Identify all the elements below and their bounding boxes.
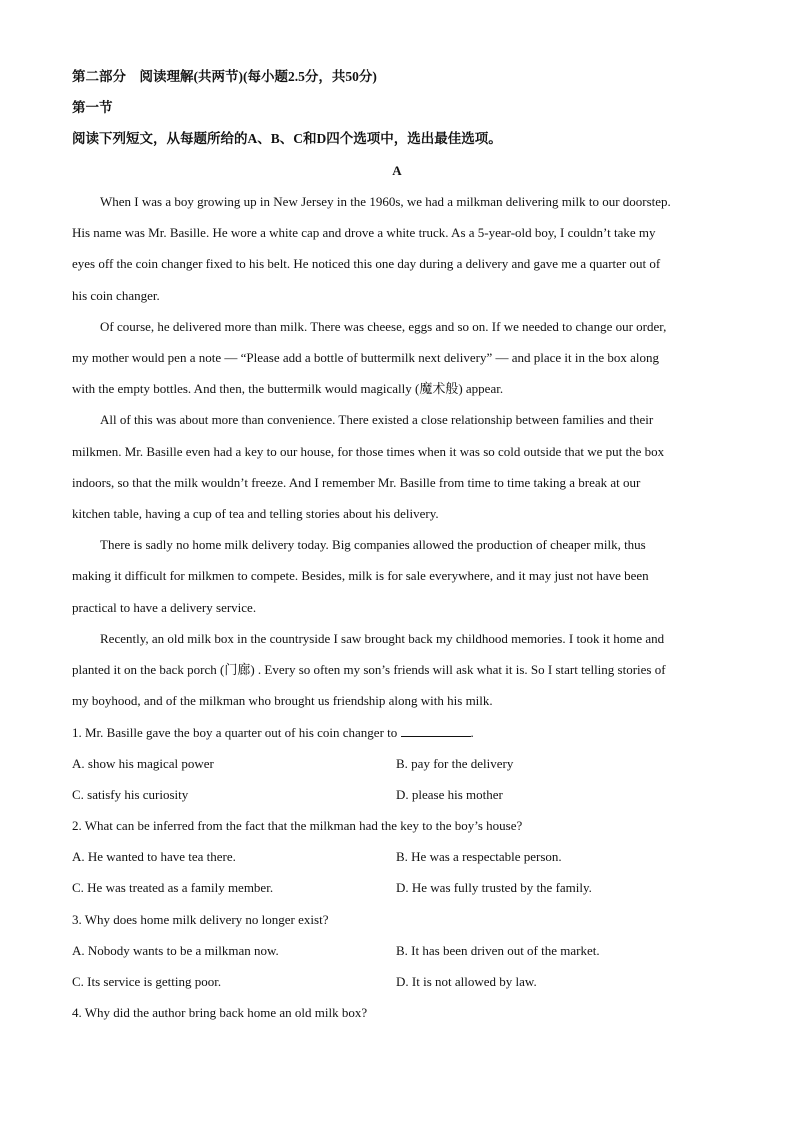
question-stem-end: . bbox=[470, 725, 474, 740]
passage-line: When I was a boy growing up in New Jersey in the 1960s, we had a milkman delivering milk to our doorstep. bbox=[100, 194, 671, 209]
passage-line: eyes off the coin changer fixed to his belt. He noticed this one day during a delivery and gave me a quarter out of bbox=[72, 256, 661, 271]
sub-title: 第一节 bbox=[72, 100, 113, 115]
option-a: A. Nobody wants to be a milkman now. bbox=[72, 943, 279, 958]
passage-line: kitchen table, having a cup of tea and telling stories about his delivery. bbox=[72, 506, 439, 521]
option-b: B. pay for the delivery bbox=[396, 756, 514, 771]
passage-line: Of course, he delivered more than milk. There was cheese, eggs and so on. If we needed to change our order, bbox=[100, 319, 667, 334]
question-stem-text: 1. Mr. Basille gave the boy a quarter out of his coin changer to bbox=[72, 725, 398, 740]
question-stem: 2. What can be inferred from the fact that the milkman had the key to the boy’s house? bbox=[72, 818, 523, 833]
passage-line: my boyhood, and of the milkman who brought us friendship along with his milk. bbox=[72, 693, 493, 708]
passage-line: Recently, an old milk box in the countryside I saw brought back my childhood memories. I took it home and bbox=[100, 631, 665, 646]
option-a: A. He wanted to have tea there. bbox=[72, 849, 236, 864]
option-a: A. show his magical power bbox=[72, 756, 214, 771]
instructions: 阅读下列短文，从每题所给的A、B、C和D四个选项中，选出最佳选项。 bbox=[72, 131, 502, 146]
passage-line: his coin changer. bbox=[72, 288, 160, 303]
passage-line: practical to have a delivery service. bbox=[72, 600, 257, 615]
passage-line: planted it on the back porch (门廊) . Every so often my son’s friends will ask what it is. So I start telling stories of bbox=[72, 662, 666, 677]
option-c: C. satisfy his curiosity bbox=[72, 787, 189, 802]
answer-blank bbox=[401, 724, 471, 737]
option-b: B. He was a respectable person. bbox=[396, 849, 562, 864]
option-c: C. He was treated as a family member. bbox=[72, 880, 274, 895]
passage-line: making it difficult for milkmen to compete. Besides, milk is for sale everywhere, and it may just not have been bbox=[72, 568, 649, 583]
question-stem: 4. Why did the author bring back home an old milk box? bbox=[72, 1005, 368, 1020]
part-title: 第二部分 阅读理解(共两节)(每小题2.5分，共50分) bbox=[72, 69, 377, 84]
option-b: B. It has been driven out of the market. bbox=[396, 943, 600, 958]
passage-line: milkmen. Mr. Basille even had a key to our house, for those times when it was so cold outside that we put the box bbox=[72, 444, 665, 459]
question-stem bbox=[72, 724, 474, 741]
passage-line: with the empty bottles. And then, the buttermilk would magically (魔术般) appear. bbox=[72, 381, 504, 396]
question-stem: 3. Why does home milk delivery no longer exist? bbox=[72, 912, 329, 927]
passage-label: A bbox=[392, 163, 402, 178]
option-d: D. It is not allowed by law. bbox=[396, 974, 537, 989]
option-c: C. Its service is getting poor. bbox=[72, 974, 222, 989]
passage-line: There is sadly no home milk delivery today. Big companies allowed the production of cheaper milk, thus bbox=[100, 537, 646, 552]
passage-line: His name was Mr. Basille. He wore a white cap and drove a white truck. As a 5-year-old boy, I couldn’t take my bbox=[72, 225, 656, 240]
option-d: D. please his mother bbox=[396, 787, 503, 802]
passage-line: indoors, so that the milk wouldn’t freeze. And I remember Mr. Basille from time to time taking a break at our bbox=[72, 475, 641, 490]
passage-line: my mother would pen a note — “Please add a bottle of buttermilk next delivery” — and place it in the box along bbox=[72, 350, 660, 365]
passage-line: All of this was about more than convenience. There existed a close relationship between families and their bbox=[100, 412, 654, 427]
option-d: D. He was fully trusted by the family. bbox=[396, 880, 592, 895]
